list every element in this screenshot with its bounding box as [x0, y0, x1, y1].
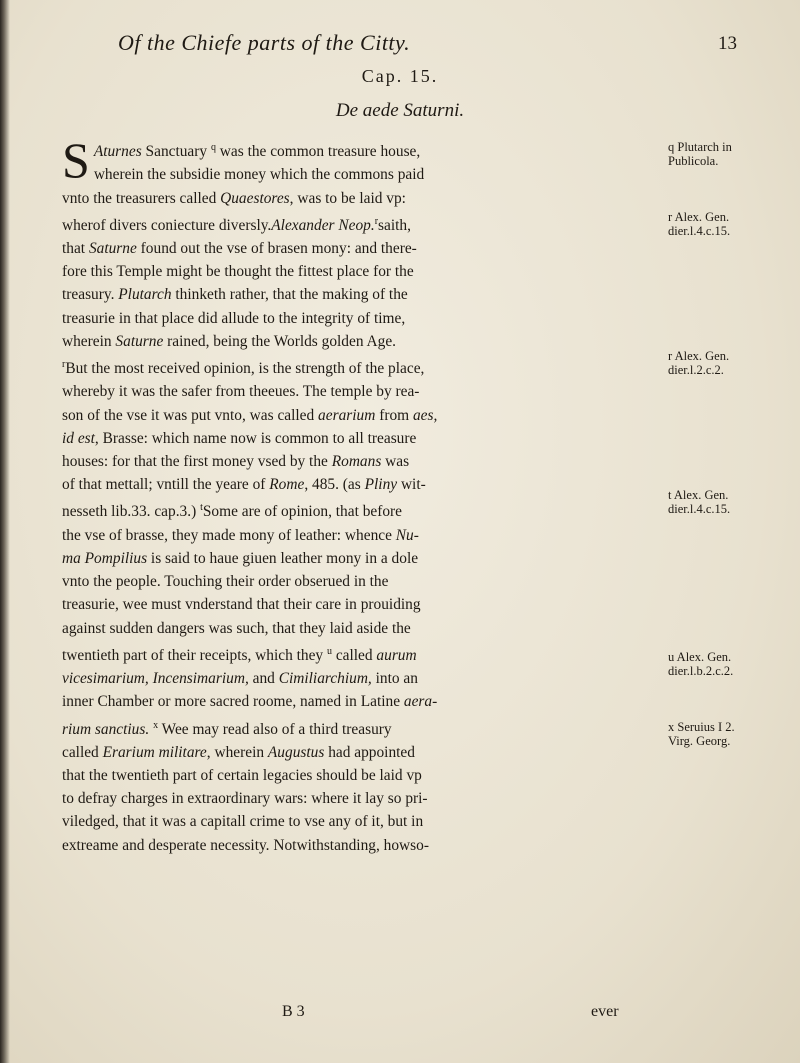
- text-line: [62, 136, 658, 163]
- note-reference: r: [374, 215, 379, 227]
- text-line: [62, 450, 658, 473]
- text-line: [62, 496, 658, 523]
- margin-note-line: u Alex. Gen.: [668, 650, 732, 665]
- margin-note-line: dier.l.2.c.2.: [668, 362, 724, 377]
- text-run: is said to haue giuen leather mony in a dole: [147, 549, 419, 567]
- margin-note: [668, 488, 796, 516]
- text-run: aerarium: [318, 406, 376, 424]
- text-run: rium sanctius.: [62, 720, 150, 738]
- margin-note-line: dier.l.4.c.15.: [668, 223, 731, 238]
- text-run: Pliny: [364, 476, 398, 494]
- margin-note: [668, 349, 796, 377]
- text-line: [62, 524, 658, 547]
- margin-note-line: dier.l.4.c.15.: [668, 502, 731, 516]
- text-line: [62, 260, 658, 283]
- text-run: extreame and desperate necessity. Notwithstanding, howso-: [62, 836, 429, 854]
- text-run: houses: for that the first money vsed by the: [62, 453, 332, 471]
- text-line: [62, 427, 658, 450]
- text-run: Rome: [269, 476, 305, 494]
- note-reference: q: [210, 142, 216, 153]
- text-line: [62, 237, 658, 260]
- text-run: Some are of opinion, that before: [202, 503, 403, 521]
- text-run: against sudden dangers was such, that they laid aside the: [62, 619, 411, 637]
- margin-note: [668, 650, 796, 678]
- text-run: was the common treasure house,: [215, 143, 421, 161]
- text-line: [62, 210, 658, 237]
- text-line: [62, 741, 658, 764]
- text-run: Saturne: [88, 240, 137, 258]
- text-run: that: [62, 240, 89, 258]
- note-reference: t: [200, 502, 203, 514]
- text-run: was: [381, 453, 410, 471]
- page-number: 13: [718, 33, 737, 54]
- text-line: [62, 690, 658, 713]
- text-line: [62, 307, 658, 330]
- margin-note-line: q Plutarch in: [668, 140, 732, 154]
- text-run: whereby it was the safer from theeues. The temple by rea-: [62, 383, 420, 401]
- text-run: aera-: [403, 693, 438, 711]
- margin-note-line: Virg. Georg.: [668, 734, 731, 748]
- text-line: [62, 473, 658, 496]
- chapter-number: Cap. 15.: [361, 66, 439, 86]
- text-run: nesseth lib.33. cap.3.): [62, 503, 201, 521]
- text-run: twentieth part of their receipts, which they: [62, 646, 327, 664]
- text-run: the vse of brasse, they made mony of leather: whence: [62, 526, 396, 544]
- text-run: called: [62, 743, 103, 761]
- running-title: Of the Chiefe parts of the Citty.: [118, 30, 411, 55]
- text-run: wherof divers coniecture diversly.: [62, 216, 272, 234]
- body-text: [62, 132, 658, 857]
- note-reference: x: [153, 719, 159, 731]
- chapter-title: De aede Saturni.: [335, 100, 465, 121]
- catchword: ever: [591, 1003, 619, 1020]
- text-run: But the most received opinion, is the strength of the place,: [65, 360, 425, 378]
- text-run: saith,: [378, 216, 411, 234]
- text-line: [62, 787, 658, 810]
- text-line: [62, 593, 658, 616]
- margin-note: [668, 720, 796, 748]
- text-run: treasurie in that place did allude to the integrity of time,: [62, 309, 406, 327]
- text-run: aes,: [412, 406, 438, 424]
- margin-note-line: dier.l.b.2.c.2.: [668, 664, 734, 679]
- text-line: [62, 714, 658, 741]
- drop-cap: S: [62, 132, 90, 188]
- text-run: Augustus: [267, 743, 325, 761]
- text-run: viledged, that it was a capitall crime to vse any of it, but in: [62, 813, 424, 831]
- note-reference: r: [62, 359, 66, 371]
- text-run: of that mettall; vntill the yeare of: [62, 476, 270, 494]
- text-line: [62, 353, 658, 380]
- text-run: wherein the subsidie money which the commons paid: [93, 166, 425, 184]
- margin-note-line: x Seruius I 2.: [668, 720, 735, 734]
- text-run: vicesimarium, Incensimarium,: [62, 670, 249, 688]
- text-run: inner Chamber or more sacred roome, named in Latine: [62, 693, 404, 711]
- text-line: [62, 640, 658, 667]
- text-run: Cimiliarchium,: [278, 670, 372, 688]
- text-run: son of the vse it was put vnto, was called: [62, 406, 319, 424]
- text-run: , was to be laid vp:: [289, 189, 406, 207]
- text-run: fore this Temple might be thought the fittest place for the: [62, 263, 414, 281]
- text-run: wit-: [397, 476, 426, 494]
- text-line: [62, 380, 658, 403]
- text-run: treasurie, wee must vnderstand that their care in prouiding: [62, 596, 421, 614]
- text-run: treasury.: [62, 286, 119, 304]
- text-run: Quaestores: [220, 189, 290, 207]
- text-line: [62, 547, 658, 570]
- margin-note-line: Publicola.: [668, 154, 719, 168]
- text-line: [62, 283, 658, 306]
- text-run: vnto the people. Touching their order obserued in the: [62, 573, 389, 591]
- text-run: from: [375, 406, 413, 424]
- text-run: Alexander Neop.: [271, 216, 375, 234]
- text-run: , 485. (as: [304, 476, 365, 494]
- text-run: , Brasse: which name now is common to all treasure: [94, 429, 417, 447]
- margin-note: [668, 140, 796, 168]
- text-run: Nu-: [395, 526, 419, 544]
- text-run: into an: [371, 670, 418, 688]
- text-line: [62, 667, 658, 690]
- text-run: Erarium militare: [102, 743, 207, 761]
- text-run: Saturne: [115, 332, 164, 350]
- text-line: [62, 163, 658, 186]
- text-run: wherein: [62, 332, 116, 350]
- text-run: vnto the treasurers called: [62, 189, 221, 207]
- text-line: [62, 764, 658, 787]
- text-run: , wherein: [206, 743, 268, 761]
- margin-note-line: r Alex. Gen.: [668, 209, 730, 224]
- text-run: had appointed: [324, 743, 415, 761]
- text-line: [62, 187, 658, 210]
- text-line: [62, 330, 658, 353]
- text-run: rained, being the Worlds golden Age.: [163, 332, 397, 350]
- note-reference: u: [326, 645, 332, 657]
- text-run: Romans: [331, 453, 382, 471]
- text-run: Plutarch: [118, 286, 172, 304]
- text-run: Sanctuary: [145, 143, 211, 161]
- text-run: that the twentieth part of certain legacies should be laid vp: [62, 767, 422, 785]
- text-run: Wee may read also of a third treasury: [158, 720, 392, 738]
- text-run: ma Pompilius: [62, 549, 148, 567]
- text-run: aurum: [376, 646, 417, 664]
- text-run: called: [331, 646, 377, 664]
- signature-mark: B 3: [282, 1003, 305, 1020]
- text-run: id est: [62, 429, 95, 447]
- text-line: [62, 810, 658, 833]
- text-run: to defray charges in extraordinary wars: where it lay so pri-: [62, 790, 428, 808]
- text-line: [62, 834, 658, 857]
- margin-note-line: t Alex. Gen.: [668, 488, 729, 502]
- margin-note-line: r Alex. Gen.: [668, 348, 730, 363]
- text-run: found out the vse of brasen mony: and there-: [136, 240, 417, 258]
- text-run: Aturnes: [93, 143, 146, 161]
- text-line: [62, 617, 658, 640]
- text-run: and: [248, 670, 279, 688]
- text-line: [62, 404, 658, 427]
- margin-note: [668, 210, 796, 238]
- text-line: [62, 570, 658, 593]
- text-run: thinketh rather, that the making of the: [171, 286, 408, 304]
